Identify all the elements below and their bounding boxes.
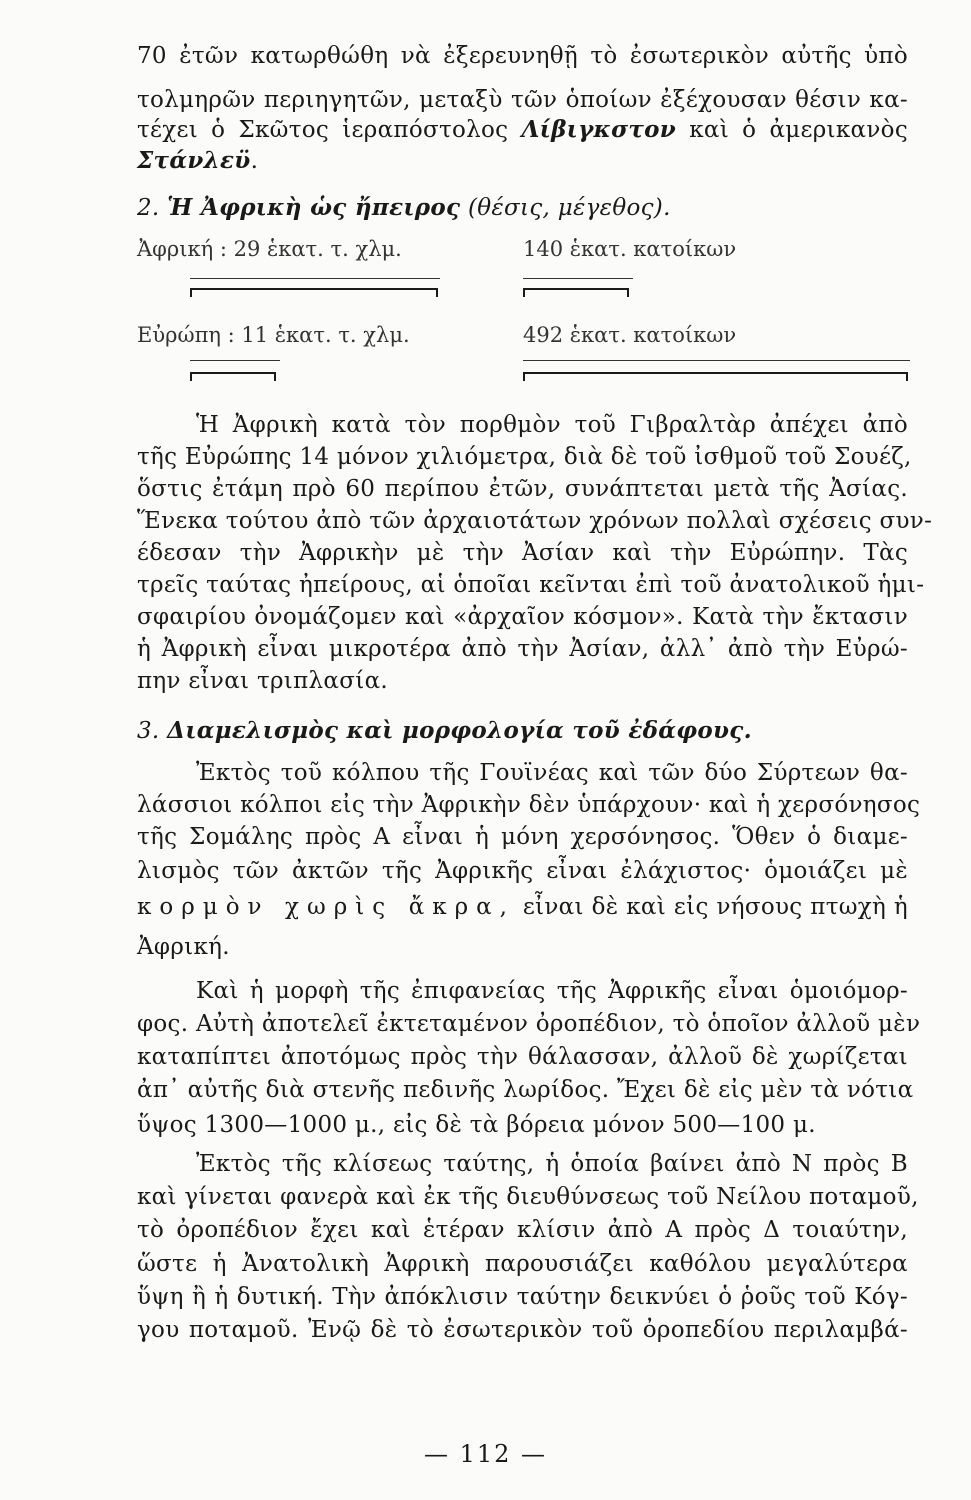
text-line: καὶ γίνεται φανερὰ καὶ ἐκ τῆς διευθύνσεως τοῦ Νείλου ποταμοῦ, [137,1184,919,1210]
divider [523,278,633,279]
text-line: τῆς Εὐρώπης 14 μόνον χιλιόμετρα, διὰ δὲ τοῦ ἰσθμοῦ τοῦ Σουέζ, [137,444,912,470]
text-line: 70 ἐτῶν κατωρθώθη νὰ ἐξερευνηθῇ τὸ ἐσωτερικὸν αὐτῆς ὑπὸ [137,43,908,69]
text-line: τολμηρῶν περιηγητῶν, μεταξὺ τῶν ὁποίων ἐξέχουσαν θέσιν κα- [137,87,908,113]
text-line: γου ποταμοῦ. Ἐνῷ δὲ τὸ ἐσωτερικὸν τοῦ ὀροπεδίου περιλαμβά- [137,1317,908,1343]
name-stanley: Στάνλεϋ [137,147,251,174]
africa-population-label: 140 ἑκατ. κατοίκων [523,237,737,261]
section-subtitle: (θέσις, μέγεθος). [467,195,671,221]
text-line: ὥστε ἡ Ἀνατολικὴ Ἀφρικὴ παρουσιάζει καθόλου μεγαλύτερα [137,1251,908,1277]
text-line: τὸ ὀροπέδιον ἔχει καὶ ἑτέραν κλίσιν ἀπὸ Α πρὸς Δ τοιαύτην, [137,1217,908,1243]
text-line: καταπίπτει ἀποτόμως πρὸς τὴν θάλασσαν, ἀλλοῦ δὲ χωρίζεται [137,1044,908,1070]
europe-area-label: Εὐρώπη : 11 ἑκατ. τ. χλμ. [137,323,410,347]
europe-population-bar [523,372,908,381]
section-number: 3. [137,718,160,744]
africa-area-label: Ἀφρική : 29 ἑκατ. τ. χλμ. [137,237,402,261]
text-line: ὕψη ἢ ἡ δυτική. Τὴν ἀπόκλισιν ταύτην δεικνύει ὁ ῥοῦς τοῦ Κόγ- [137,1284,908,1310]
text-line: τῆς Σομάλης πρὸς Α εἶναι ἡ μόνη χερσόνησος. Ὅθεν ὁ διαμε- [137,824,908,850]
text-line: πην εἶναι τριπλασία. [137,668,389,694]
text-line: Ἐκτὸς τοῦ κόλπου τῆς Γουϊνέας καὶ τῶν δύο Σύρτεων θα- [196,760,908,786]
text-line: ἡ Ἀφρικὴ εἶναι μικροτέρα ἀπὸ τὴν Ἀσίαν, ἀλλ᾿ ἀπὸ τὴν Εὐρώ- [137,636,908,662]
africa-area-bar [190,288,438,297]
text-line [137,116,908,144]
text-line: φος. Αὐτὴ ἀποτελεῖ ἐκτεταμένον ὀροπέδιον, τὸ ὁποῖον ἀλλοῦ μὲν [137,1011,921,1037]
text-line: Καὶ ἡ μορφὴ τῆς ἐπιφανείας τῆς Ἀφρικῆς εἶναι ὁμοιόμορ- [196,978,908,1004]
europe-area-bar [190,372,276,381]
text-fragment: εἶναι δὲ καὶ εἰς νήσους πτωχὴ ἡ [514,894,908,920]
text-line: έδεσαν τὴν Ἀφρικὴν μὲ τὴν Ἀσίαν καὶ τὴν Εὐρώπην. Τὰς [137,540,908,566]
text-line: λάσσιοι κόλποι εἰς τὴν Ἀφρικὴν δὲν ὑπάρχουν· καὶ ἡ χερσόνησος [137,792,921,818]
text-line: ὅστις ἐτάμη πρὸ 60 περίπου ἐτῶν, συνάπτεται μετὰ τῆς Ἀσίας. [137,476,908,502]
text-line: Ἡ Ἀφρικὴ κατὰ τὸν πορθμὸν τοῦ Γιβραλτὰρ ἀπέχει ἀπὸ [196,412,908,438]
text-line: Ἕνεκα τούτου ἀπὸ τῶν ἀρχαιοτάτων χρόνων πολλαὶ σχέσεις συν- [137,508,933,534]
section-heading [137,717,908,745]
text-line [137,147,908,175]
text-fragment: . [250,148,259,174]
section-heading [137,194,908,222]
text-line [137,893,908,921]
divider [190,278,440,279]
section-title: Ἡ Ἀφρικὴ ὡς ἤπειρος [167,194,461,221]
spaced-emphasis: κορμὸν χωρὶς ἄκρα, [137,894,515,920]
text-fragment: καὶ ὁ ἀμερικανὸς [676,117,908,143]
text-line: τρεῖς ταύτας ἠπείρους, αἱ ὁποῖαι κεῖνται ἐπὶ τοῦ ἀνατολικοῦ ἡμι- [137,572,925,598]
text-line: ἀπ᾿ αὐτῆς διὰ στενῆς πεδινῆς λωρίδος. Ἔχει δὲ εἰς μὲν τὰ νότια [137,1077,914,1103]
text-line: Ἐκτὸς τῆς κλίσεως ταύτης, ἡ ὁποία βαίνει ἀπὸ Ν πρὸς Β [196,1151,908,1177]
section-title: Διαμελισμὸς καὶ μορφολογία τοῦ ἐδάφους. [167,717,752,744]
text-line: Ἀφρική. [137,934,230,960]
divider [190,360,280,361]
text-line: λισμὸς τῶν ἀκτῶν τῆς Ἀφρικῆς εἶναι ἐλάχιστος· ὁμοιάζει μὲ [137,858,908,884]
page-number: — 112 — [423,1440,548,1468]
text-line: ὕψος 1300—1000 μ., εἰς δὲ τὰ βόρεια μόνον 500—100 μ. [137,1112,816,1138]
name-livingstone: Λίβιγκστον [521,116,677,143]
text-fragment: τέχει ὁ Σκῶτος ἱεραπόστολος [137,117,522,143]
africa-population-bar [523,288,629,297]
divider [523,360,910,361]
text-line: σφαιρίου ὀνομάζομεν καὶ «ἀρχαῖον κόσμον». Κατὰ τὴν ἔκτασιν [137,604,908,630]
section-number: 2. [137,195,160,221]
europe-population-label: 492 ἑκατ. κατοίκων [523,323,737,347]
